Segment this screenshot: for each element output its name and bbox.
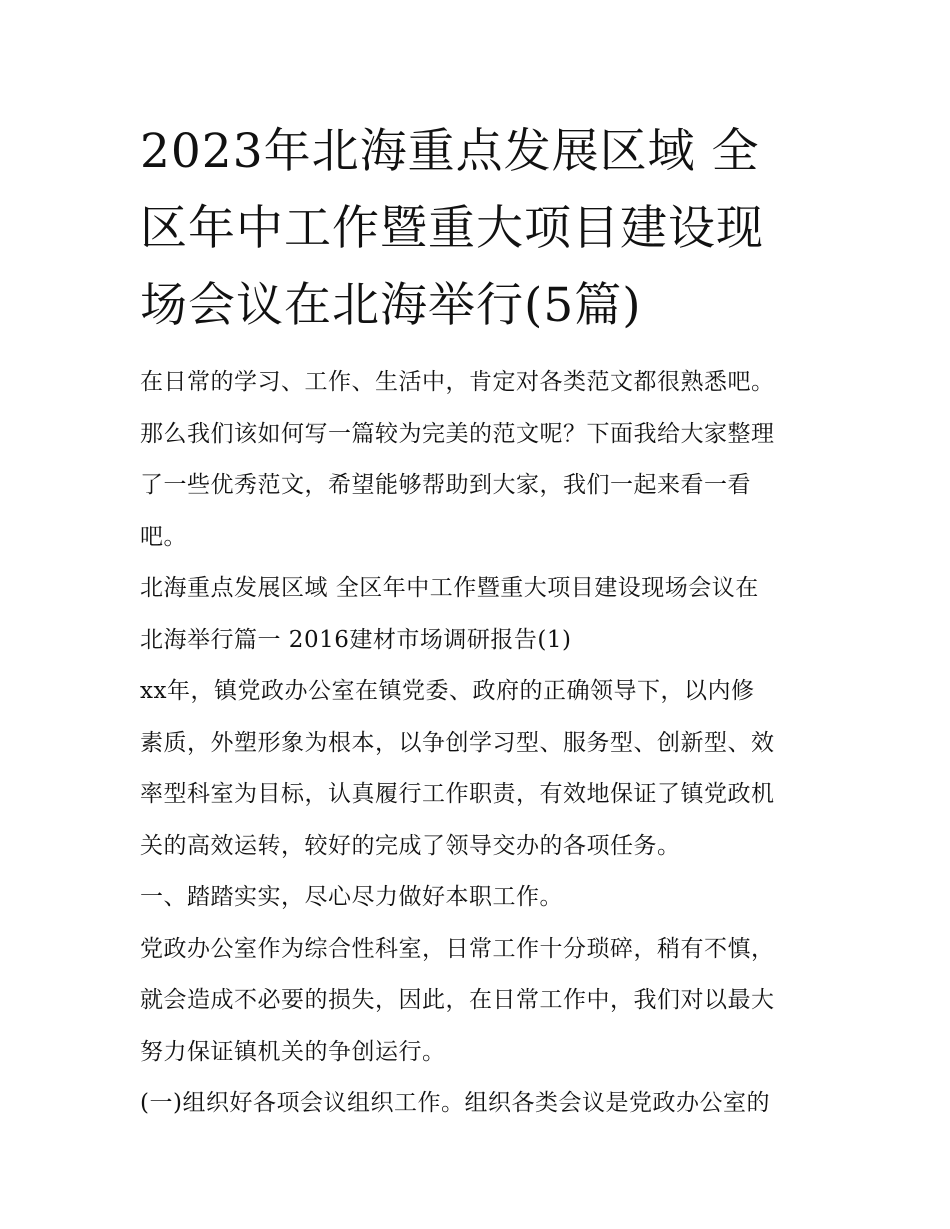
text-line: 北海举行篇一 2016建材市场调研报告(1) [140, 626, 572, 653]
text-line: 那么我们该如何写一篇较为完美的范文呢？下面我给大家整理 [140, 420, 775, 447]
text-line: 素质，外塑形象为根本，以争创学习型、服务型、创新型、效 [140, 729, 775, 756]
text-line: 努力保证镇机关的争创运行。 [140, 1038, 446, 1065]
document-title [140, 113, 820, 344]
text-line: 了一些优秀范文，希望能够帮助到大家，我们一起来看一看 [140, 472, 751, 498]
text-line: (一)组织好各项会议组织工作。组织各类会议是党政办公室的 [140, 1090, 770, 1116]
title-line-3: 场会议在北海举行(5篇) [140, 278, 642, 333]
text-line: 率型科室为目标，认真履行工作职责，有效地保证了镇党政机 [140, 781, 775, 807]
text-line: xx年，镇党政办公室在镇党委、政府的正确领导下，以内修 [140, 678, 755, 704]
text-line: 北海重点发展区域 全区年中工作暨重大项目建设现场会议在 [140, 575, 759, 601]
title-line-2: 区年中工作暨重大项目建设现 [140, 201, 764, 256]
text-line: 关的高效运转，较好的完成了领导交办的各项任务。 [140, 832, 681, 859]
text-line: 党政办公室作为综合性科室，日常工作十分琐碎，稍有不慎， [140, 935, 775, 962]
text-line: 在日常的学习、工作、生活中，肯定对各类范文都很熟悉吧。 [140, 369, 775, 395]
section-heading: 一、踏踏实实，尽心尽力做好本职工作。 [140, 884, 563, 910]
title-line-1: 2023年北海重点发展区域 全 [140, 124, 760, 179]
text-line: 吧。 [140, 523, 187, 550]
text-line: 就会造成不必要的损失，因此，在日常工作中，我们对以最大 [140, 987, 775, 1013]
document-body [140, 357, 820, 1130]
